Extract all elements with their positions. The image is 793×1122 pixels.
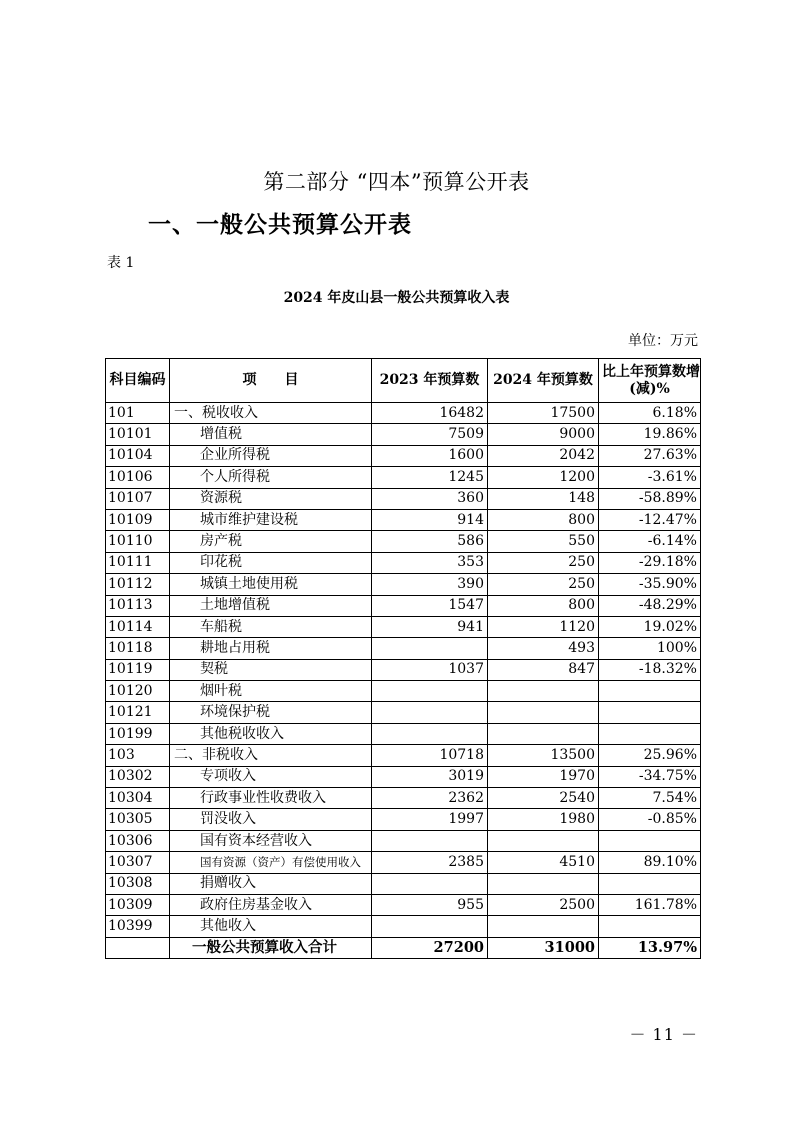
row-budget-2023: 1037 (372, 659, 488, 680)
table-row (106, 809, 701, 830)
header-code: 科目编码 (106, 359, 170, 403)
row-budget-2024 (488, 681, 599, 702)
row-code: 10107 (106, 488, 170, 509)
row-change: 7.54% (599, 788, 701, 809)
header-budget-2024: 2024 年预算数 (488, 359, 599, 403)
table-row (106, 894, 701, 915)
table-number: 表 1 (107, 255, 135, 271)
row-code: 10106 (106, 467, 170, 488)
row-item-name: 其他税收收入 (170, 723, 372, 744)
row-item-name: 烟叶税 (170, 681, 372, 702)
row-item-name: 罚没收入 (170, 809, 372, 830)
row-budget-2024: 1970 (488, 766, 599, 787)
row-budget-2023: 1245 (372, 467, 488, 488)
row-change (599, 873, 701, 894)
row-budget-2023: 586 (372, 531, 488, 552)
header-change-line2: (减)% (629, 380, 670, 397)
row-budget-2023: 10718 (372, 745, 488, 766)
row-code: 10120 (106, 681, 170, 702)
row-budget-2024: 800 (488, 595, 599, 616)
row-item-name: 国有资源（资产）有偿使用收入 (170, 852, 372, 873)
row-code: 10199 (106, 723, 170, 744)
row-change: -12.47% (599, 509, 701, 530)
table-header-row (106, 359, 701, 403)
row-code: 10119 (106, 659, 170, 680)
row-code: 10302 (106, 766, 170, 787)
row-budget-2023: 353 (372, 552, 488, 573)
row-budget-2024 (488, 830, 599, 851)
page-number: － 11 － (629, 1025, 698, 1044)
table-row (106, 595, 701, 616)
table-row (106, 574, 701, 595)
row-code: 10112 (106, 574, 170, 595)
table-row (106, 659, 701, 680)
row-budget-2023 (372, 638, 488, 659)
row-item-name: 一、税收收入 (170, 403, 372, 424)
row-item-name: 国有资本经营收入 (170, 830, 372, 851)
row-budget-2024: 2540 (488, 788, 599, 809)
row-change: -29.18% (599, 552, 701, 573)
row-budget-2024: 250 (488, 552, 599, 573)
row-item-name: 车船税 (170, 616, 372, 637)
row-budget-2024: 9000 (488, 424, 599, 445)
row-item-name: 城镇土地使用税 (170, 574, 372, 595)
table-row (106, 403, 701, 424)
row-budget-2023 (372, 681, 488, 702)
part-title: 第二部分 “四本”预算公开表 (263, 170, 530, 194)
total-2023: 27200 (372, 937, 488, 958)
row-budget-2023: 7509 (372, 424, 488, 445)
table-row (106, 681, 701, 702)
row-budget-2024: 1120 (488, 616, 599, 637)
row-code: 10111 (106, 552, 170, 573)
row-code: 10308 (106, 873, 170, 894)
total-label: 一般公共预算收入合计 (170, 937, 372, 958)
row-budget-2023 (372, 916, 488, 937)
table-row (106, 830, 701, 851)
row-budget-2024: 800 (488, 509, 599, 530)
row-budget-2024: 2042 (488, 445, 599, 466)
row-change (599, 702, 701, 723)
row-code: 10307 (106, 852, 170, 873)
row-change: -48.29% (599, 595, 701, 616)
row-budget-2023: 2385 (372, 852, 488, 873)
row-change: 19.86% (599, 424, 701, 445)
row-budget-2023 (372, 830, 488, 851)
row-change: 25.96% (599, 745, 701, 766)
row-item-name: 印花税 (170, 552, 372, 573)
row-item-name: 环境保护税 (170, 702, 372, 723)
row-budget-2024 (488, 723, 599, 744)
row-change (599, 916, 701, 937)
row-change: -0.85% (599, 809, 701, 830)
row-change: -6.14% (599, 531, 701, 552)
row-budget-2024: 148 (488, 488, 599, 509)
table-row (106, 873, 701, 894)
row-item-name: 耕地占用税 (170, 638, 372, 659)
row-budget-2023: 955 (372, 894, 488, 915)
row-change: 27.63% (599, 445, 701, 466)
table-row (106, 723, 701, 744)
header-item: 项 目 (170, 359, 372, 403)
total-2024: 31000 (488, 937, 599, 958)
row-budget-2024: 493 (488, 638, 599, 659)
unit-label: 单位：万元 (628, 333, 698, 349)
row-code: 10304 (106, 788, 170, 809)
row-code: 10110 (106, 531, 170, 552)
row-item-name: 其他收入 (170, 916, 372, 937)
row-budget-2024: 13500 (488, 745, 599, 766)
total-change: 13.97% (599, 937, 701, 958)
total-row (106, 937, 701, 958)
table-row (106, 745, 701, 766)
row-change: -58.89% (599, 488, 701, 509)
row-budget-2023: 3019 (372, 766, 488, 787)
row-budget-2024: 17500 (488, 403, 599, 424)
row-budget-2023 (372, 702, 488, 723)
table-row (106, 616, 701, 637)
row-change (599, 681, 701, 702)
table-row (106, 424, 701, 445)
row-budget-2024: 550 (488, 531, 599, 552)
row-item-name: 土地增值税 (170, 595, 372, 616)
row-code: 10104 (106, 445, 170, 466)
row-code: 101 (106, 403, 170, 424)
row-budget-2023: 1600 (372, 445, 488, 466)
revenue-table (105, 358, 701, 959)
table-body (106, 403, 701, 938)
row-code: 10399 (106, 916, 170, 937)
row-change (599, 830, 701, 851)
row-change: -18.32% (599, 659, 701, 680)
row-change (599, 723, 701, 744)
row-item-name: 二、非税收入 (170, 745, 372, 766)
row-budget-2024 (488, 873, 599, 894)
row-budget-2024 (488, 702, 599, 723)
row-item-name: 个人所得税 (170, 467, 372, 488)
table-row (106, 788, 701, 809)
row-item-name: 房产税 (170, 531, 372, 552)
row-budget-2023: 2362 (372, 788, 488, 809)
row-code: 10101 (106, 424, 170, 445)
header-budget-2023: 2023 年预算数 (372, 359, 488, 403)
row-budget-2024: 1980 (488, 809, 599, 830)
row-change: 6.18% (599, 403, 701, 424)
row-budget-2023: 941 (372, 616, 488, 637)
row-item-name: 资源税 (170, 488, 372, 509)
row-code: 10306 (106, 830, 170, 851)
table-title: 2024 年皮山县一般公共预算收入表 (283, 290, 510, 306)
row-code: 10118 (106, 638, 170, 659)
row-budget-2023 (372, 723, 488, 744)
header-change-line1: 比上年预算数增 (602, 363, 700, 380)
header-change (599, 359, 701, 403)
table-row (106, 766, 701, 787)
row-code: 10114 (106, 616, 170, 637)
row-item-name: 专项收入 (170, 766, 372, 787)
row-change: 19.02% (599, 616, 701, 637)
row-item-name: 城市维护建设税 (170, 509, 372, 530)
row-budget-2024: 250 (488, 574, 599, 595)
row-budget-2023 (372, 873, 488, 894)
table-row (106, 552, 701, 573)
row-change: 161.78% (599, 894, 701, 915)
table-row (106, 488, 701, 509)
table-row (106, 702, 701, 723)
row-budget-2023: 1547 (372, 595, 488, 616)
row-change: -35.90% (599, 574, 701, 595)
table-row (106, 852, 701, 873)
row-budget-2024: 2500 (488, 894, 599, 915)
row-change: 89.10% (599, 852, 701, 873)
row-item-name: 行政事业性收费收入 (170, 788, 372, 809)
row-budget-2023: 360 (372, 488, 488, 509)
section-title: 一、一般公共预算公开表 (148, 211, 412, 238)
table-row (106, 531, 701, 552)
total-code-cell (106, 937, 170, 958)
row-code: 10109 (106, 509, 170, 530)
table-row (106, 509, 701, 530)
row-code: 10305 (106, 809, 170, 830)
row-item-name: 政府住房基金收入 (170, 894, 372, 915)
row-item-name: 增值税 (170, 424, 372, 445)
row-code: 10113 (106, 595, 170, 616)
row-budget-2024 (488, 916, 599, 937)
row-budget-2023: 16482 (372, 403, 488, 424)
row-budget-2024: 4510 (488, 852, 599, 873)
row-code: 10121 (106, 702, 170, 723)
row-budget-2024: 1200 (488, 467, 599, 488)
table-row (106, 445, 701, 466)
row-code: 10309 (106, 894, 170, 915)
row-budget-2023: 914 (372, 509, 488, 530)
row-change: -3.61% (599, 467, 701, 488)
table-row (106, 638, 701, 659)
row-item-name: 捐赠收入 (170, 873, 372, 894)
row-budget-2024: 847 (488, 659, 599, 680)
table-row (106, 916, 701, 937)
table-row (106, 467, 701, 488)
row-item-name: 契税 (170, 659, 372, 680)
row-change: 100% (599, 638, 701, 659)
row-code: 103 (106, 745, 170, 766)
row-budget-2023: 1997 (372, 809, 488, 830)
row-budget-2023: 390 (372, 574, 488, 595)
row-item-name: 企业所得税 (170, 445, 372, 466)
row-change: -34.75% (599, 766, 701, 787)
